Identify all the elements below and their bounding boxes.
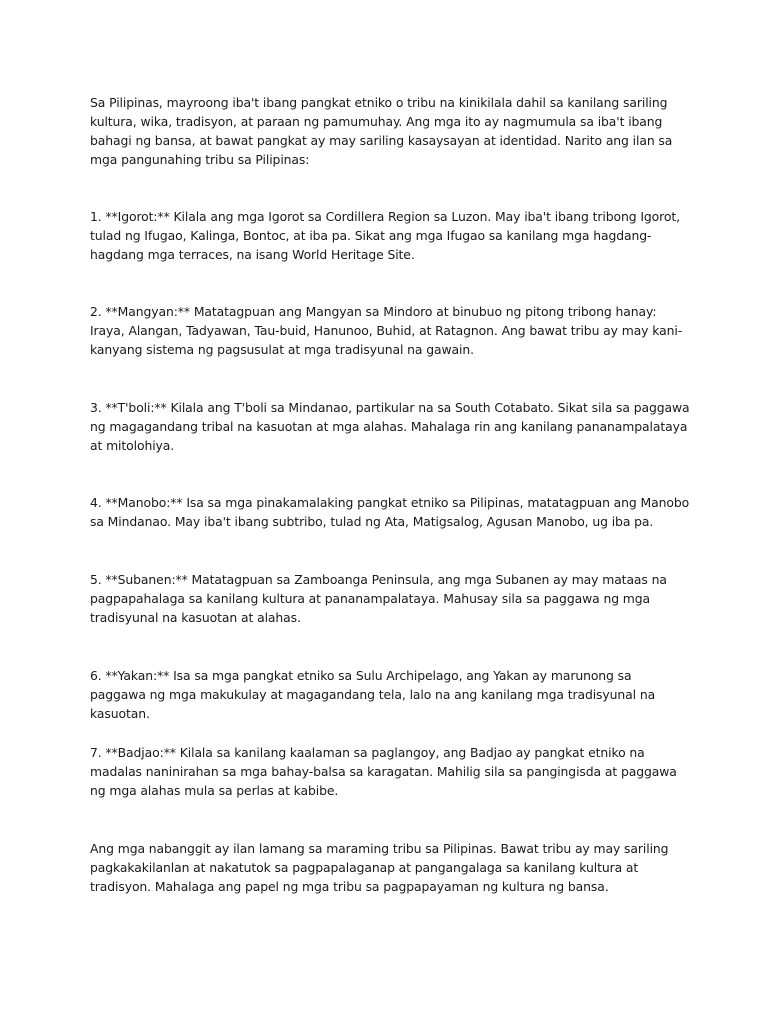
conclusion-paragraph: Ang mga nabanggit ay ilan lamang sa maraming tribu sa Pilipinas. Bawat tribu ay may sariling pagkakakilanlan at nakatutok sa pagpapalaganap at pangangalaga sa kanilang kultura at tradisyon. Mahalaga ang papel ng mga tribu sa pagpapayaman ng kultura ng bansa. xyxy=(90,841,669,894)
list-item-tboli: 3. **T'boli:** Kilala ang T'boli sa Mindanao, partikular na sa South Cotabato. Sikat sila sa paggawa ng magagandang tribal na kasuotan at mga alahas. Mahalaga rin ang kanilang pananampalataya at mitolohiya. xyxy=(90,400,690,453)
intro-paragraph: Sa Pilipinas, mayroong iba't ibang pangkat etniko o tribu na kinikilala dahil sa kanilang sariling kultura, wika, tradisyon, at paraan ng pamumuhay. Ang mga ito ay nagmumula sa iba't ibang bahagi ng bansa, at bawat pangkat ay may sariling kasaysayan at identidad. Narito ang ilan sa mga pangunahing tribu sa Pilipinas: xyxy=(90,95,673,167)
list-item-igorot: 1. **Igorot:** Kilala ang mga Igorot sa Cordillera Region sa Luzon. May iba't ibang tribong Igorot, tulad ng Ifugao, Kalinga, Bontoc, at iba pa. Sikat ang mga Ifugao sa kanilang mga hagdang-hagdang mga terraces, na isang World Heritage Site. xyxy=(90,209,680,262)
list-item-yakan: 6. **Yakan:** Isa sa mga pangkat etniko sa Sulu Archipelago, ang Yakan ay marunong sa paggawa ng mga makukulay at magagandang tela, lalo na ang kanilang mga tradisyunal na kasuotan. xyxy=(90,668,656,721)
list-item-subanen: 5. **Subanen:** Matatagpuan sa Zamboanga Peninsula, ang mga Subanen ay may mataas na pagpapahalaga sa kanilang kultura at pananampalataya. Mahusay sila sa paggawa ng mga tradisyunal na kasuotan at alahas. xyxy=(90,572,667,625)
list-item-manobo: 4. **Manobo:** Isa sa mga pinakamalaking pangkat etniko sa Pilipinas, matatagpuan ang Manobo sa Mindanao. May iba't ibang subtribo, tulad ng Ata, Matigsalog, Agusan Manobo, ug iba pa. xyxy=(90,495,690,529)
list-item-badjao: 7. **Badjao:** Kilala sa kanilang kaalaman sa paglangoy, ang Badjao ay pangkat etniko na madalas naninirahan sa mga bahay-balsa sa karagatan. Mahilig sila sa pangingisda at paggawa ng mga alahas mula sa perlas at kabibe. xyxy=(90,745,677,798)
list-item-mangyan: 2. **Mangyan:** Matatagpuan ang Mangyan sa Mindoro at binubuo ng pitong tribong hanay: Iraya, Alangan, Tadyawan, Tau-buid, Hanunoo, Buhid, at Ratagnon. Ang bawat tribu ay may kani-kanyang sistema ng pagsusulat at mga tradisyunal na gawain. xyxy=(90,304,683,357)
